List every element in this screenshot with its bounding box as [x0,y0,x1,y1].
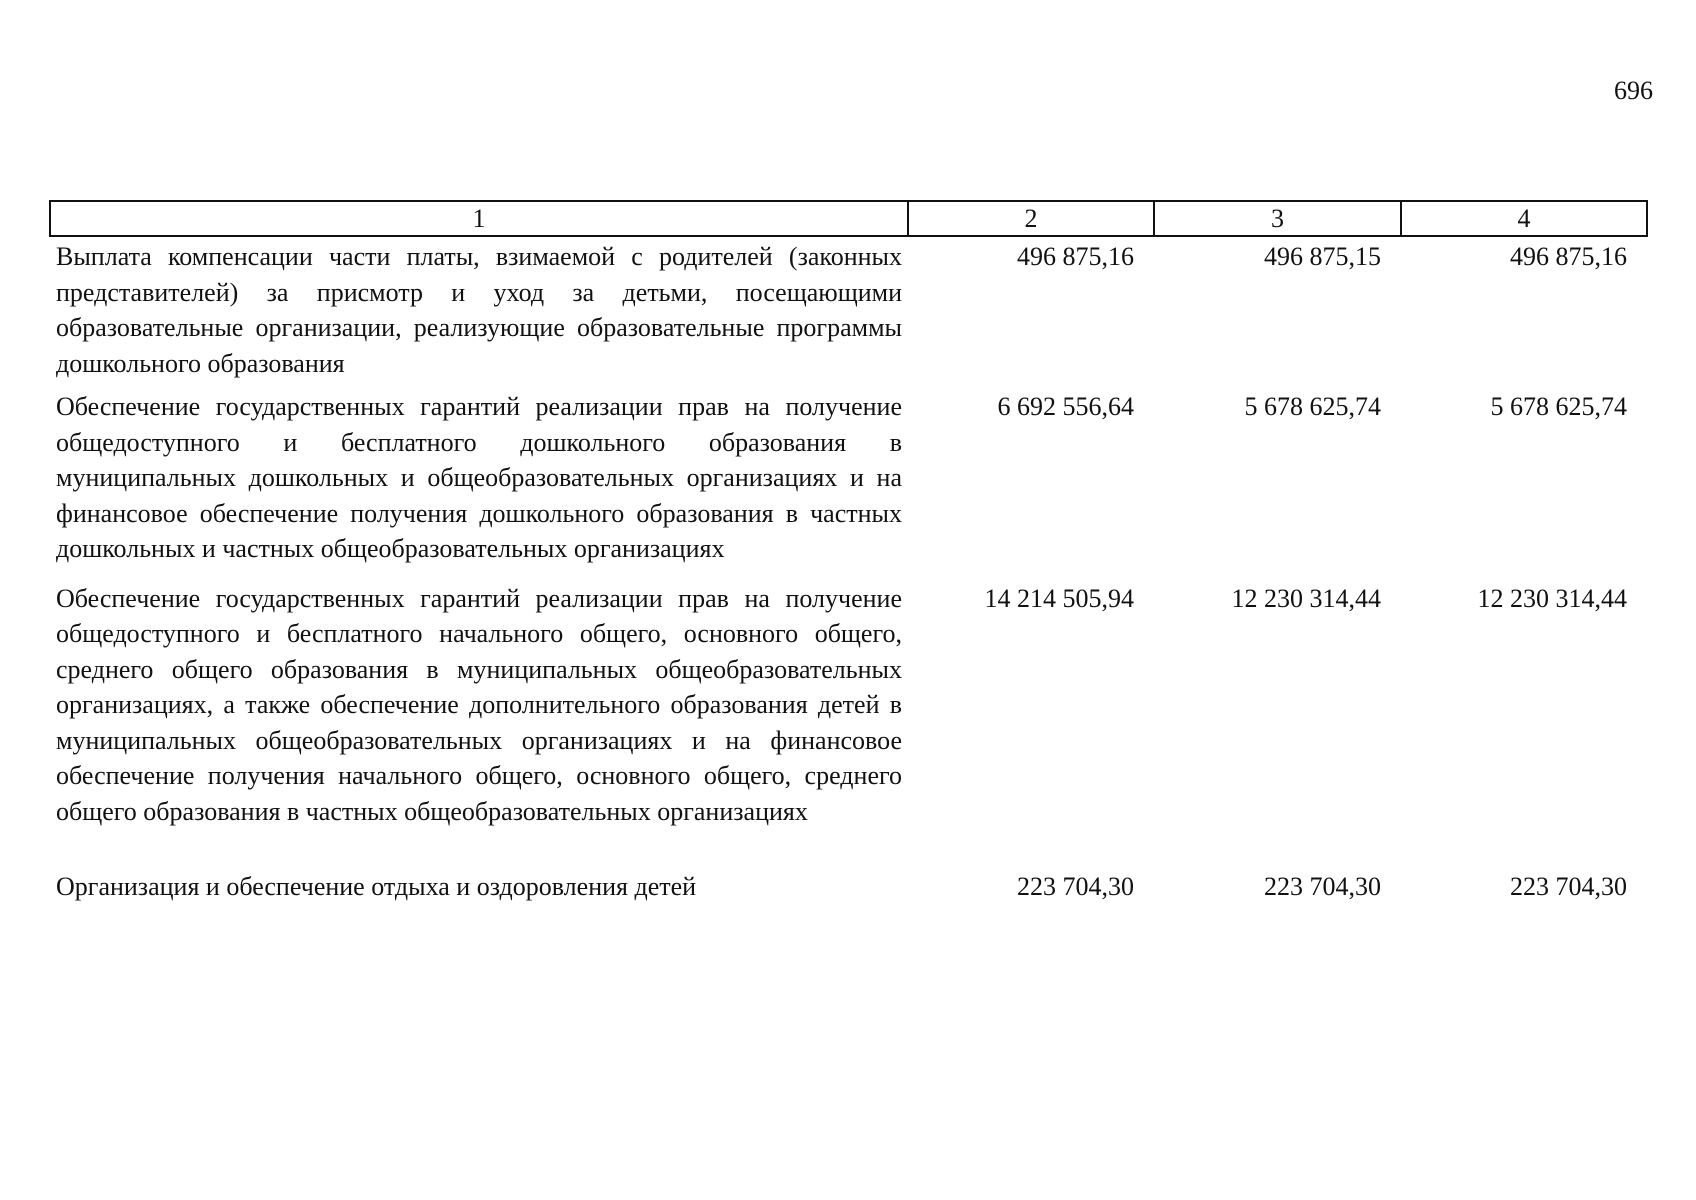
row-value-col3: 496 875,15 [1264,242,1381,271]
row-description: Организация и обеспечение отдыха и оздоровления детей [56,872,697,901]
table-row [50,869,1647,905]
row-value-col4: 496 875,16 [1510,242,1627,271]
row-value-col2: 496 875,16 [1017,242,1134,271]
row-value-col4: 223 704,30 [1510,872,1627,901]
row-description: Обеспечение государственных гарантий реализации прав на получение общедоступного и бесплатного дошкольного образования в муниципальных дошкольных и общеобразовательных организациях и на финансовое обеспечение получения дошкольного образования в частных дошкольных и частных общеобразовательных организациях [56,392,902,563]
table-header-row [50,201,1647,236]
row-value-col3: 223 704,30 [1264,872,1381,901]
row-value-col3: 12 230 314,44 [1231,583,1381,613]
row-value-col2: 6 692 556,64 [997,392,1134,421]
row-value-col4: 12 230 314,44 [1477,583,1627,613]
row-value-col2: 223 704,30 [1017,872,1134,901]
table-row [50,385,1647,571]
column-header-4: 4 [1401,201,1647,236]
column-header-1: 1 [50,201,908,236]
table-row [50,236,1647,385]
table-header [50,201,1647,236]
row-value-col4: 5 678 625,74 [1490,392,1627,421]
row-description: Выплата компенсации части платы, взимаемой с родителей (законных представителей) за присмотр и уход за детьми, посещающими образовательные организации, реализующие образовательные программы дошкольного образования [56,242,902,378]
row-value-col2: 14 214 505,94 [984,583,1134,613]
budget-table [49,200,1648,905]
table-body [50,236,1647,905]
table-row [50,571,1647,870]
page-number: 696 [1614,76,1653,105]
column-header-2: 2 [908,201,1154,236]
row-value-col3: 5 678 625,74 [1244,392,1381,421]
column-header-3: 3 [1154,201,1401,236]
row-description: Обеспечение государственных гарантий реализации прав на получение общедоступного и бесплатного начального общего, основного общего, среднего общего образования в муниципальных общеобразовательных организациях, а также обеспечение дополнительного образования детей в муниципальных общеобразовательных организациях и на финансовое обеспечение получения начального общего, основного общего, среднего общего образования в частных общеобразовательных организациях [56,583,902,826]
